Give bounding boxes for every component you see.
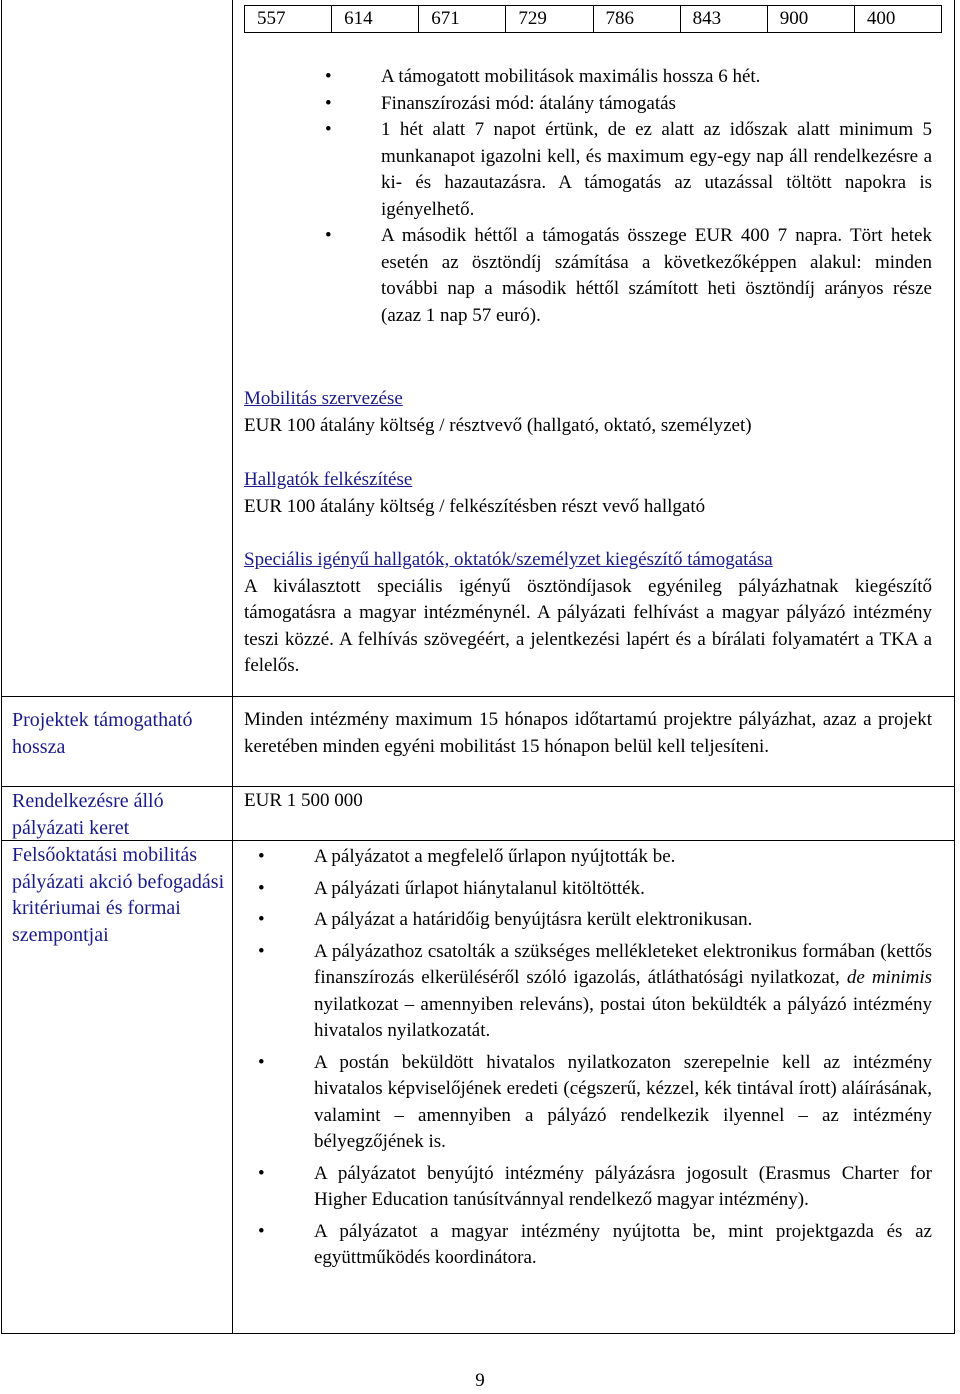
- table-border-right: [954, 0, 955, 1334]
- list-item: • A támogatott mobilitások maximális hossza 6 hét.: [381, 64, 932, 91]
- list-item: [314, 939, 932, 1045]
- rate-cell: 671: [418, 6, 505, 32]
- rate-table-row: [244, 5, 942, 33]
- list-item: • Finanszírozási mód: átalány támogatás: [381, 91, 932, 118]
- section-text: EUR 100 átalány költség / felkészítésben részt vevő hallgató: [244, 495, 706, 517]
- row-label-criteria: Felsőoktatási mobilitás pályázati akció befogadási kritériumai és formai szempontjai: [12, 844, 225, 946]
- table-border-mid: [232, 0, 233, 1334]
- list-item: • A pályázatot a magyar intézmény nyújtotta be, mint projektgazda és az együttműködés koordinátora.: [314, 1219, 932, 1272]
- list-item: • A pályázati űrlapot hiánytalanul kitöltötték.: [314, 876, 932, 903]
- row-divider-1: [1, 696, 955, 697]
- list-item: • A postán beküldött hivatalos nyilatkozaton szerepelnie kell az intézmény hivatalos képviselőjének eredeti (cégszerű, kézzel, kék tintával írott) aláírásának, valamint – amennyiben a pályázó rendelkezik ilyennel – az intézmény bélyegzőjének is.: [314, 1050, 932, 1156]
- criteria-list: [314, 844, 932, 1272]
- row-text-duration: Minden intézmény maximum 15 hónapos időtartamú projektre pályázhat, azaz a projekt keretében minden egyéni mobilitást 15 hónapon belül kell teljesíteni.: [244, 709, 932, 757]
- section-heading: Speciális igényű hallgatók, oktatók/személyzet kiegészítő támogatása: [244, 549, 773, 570]
- list-item: • A pályázatot benyújtó intézmény pályázásra jogosult (Erasmus Charter for Higher Education tanúsítvánnyal rendelkező magyar intézmény).: [314, 1161, 932, 1214]
- list-item: • A második héttől a támogatás összege EUR 400 7 napra. Tört hetek esetén az ösztöndíj számítása a következőképpen alakul: minden további nap a második héttől számított heti ösztöndíj arányos része (azaz 1 nap 57 euró).: [381, 223, 932, 329]
- table-border-left: [1, 0, 2, 1334]
- section-text: EUR 100 átalány költség / résztvevő (hallgató, oktató, személyzet): [244, 414, 752, 436]
- section-mobility-organisation: [244, 386, 932, 439]
- list-item-text: A pályázathoz csatolták a szükséges mellékleteket elektronikus formában (kettős finanszírozás elkerüléséről szóló igazolás, átláthatósági nyilatkozat,: [314, 940, 932, 988]
- page-number: 9: [475, 1370, 485, 1391]
- section-text: A kiválasztott speciális igényű ösztöndíjasok egyénileg pályázhatnak kiegészítő támogatásra a magyar intézménynél. A pályázati felhívást a magyar pályázó intézmény teszi közzé. A felhívás szövegéért, a jelentkezési lapért és a bírálati folyamatért a TKA a felelős.: [244, 575, 932, 676]
- rate-cell: 400: [854, 6, 941, 32]
- list-item-italic: de minimis: [846, 967, 932, 988]
- list-item-text: nyilatkozat – amennyiben releváns), postai úton beküldték a pályázó intézmény hivatalos nyilatkozatát.: [314, 993, 932, 1041]
- row-label-budget: Rendelkezésre álló pályázati keret: [12, 790, 164, 839]
- list-item: • A pályázatot a megfelelő űrlapon nyújtották be.: [314, 844, 932, 871]
- section-heading: Mobilitás szervezése: [244, 388, 403, 409]
- rate-cell: 843: [680, 6, 767, 32]
- rate-cell: 900: [767, 6, 854, 32]
- rate-cell: 729: [505, 6, 592, 32]
- top-bullet-list: [381, 64, 932, 329]
- rate-cell: 614: [331, 6, 418, 32]
- table-border-bottom: [1, 1333, 955, 1334]
- list-item: • 1 hét alatt 7 napot értünk, de ez alatt az időszak alatt minimum 5 munkanapot igazolni kell, és maximum egy-egy nap áll rendelkezésre a ki- és hazautazásra. A támogatás az utazással töltött napokra is igényelhető.: [381, 117, 932, 223]
- section-student-preparation: [244, 467, 932, 520]
- row-divider-2: [1, 786, 955, 787]
- rate-cell: 557: [257, 8, 286, 29]
- list-item: • A pályázat a határidőig benyújtásra került elektronikusan.: [314, 907, 932, 934]
- section-special-needs: [244, 547, 932, 680]
- section-heading: Hallgatók felkészítése: [244, 469, 413, 490]
- row-text-budget: EUR 1 500 000: [244, 790, 363, 811]
- row-label-duration: Projektek támogatható hossza: [12, 709, 193, 758]
- rate-cell: 786: [593, 6, 680, 32]
